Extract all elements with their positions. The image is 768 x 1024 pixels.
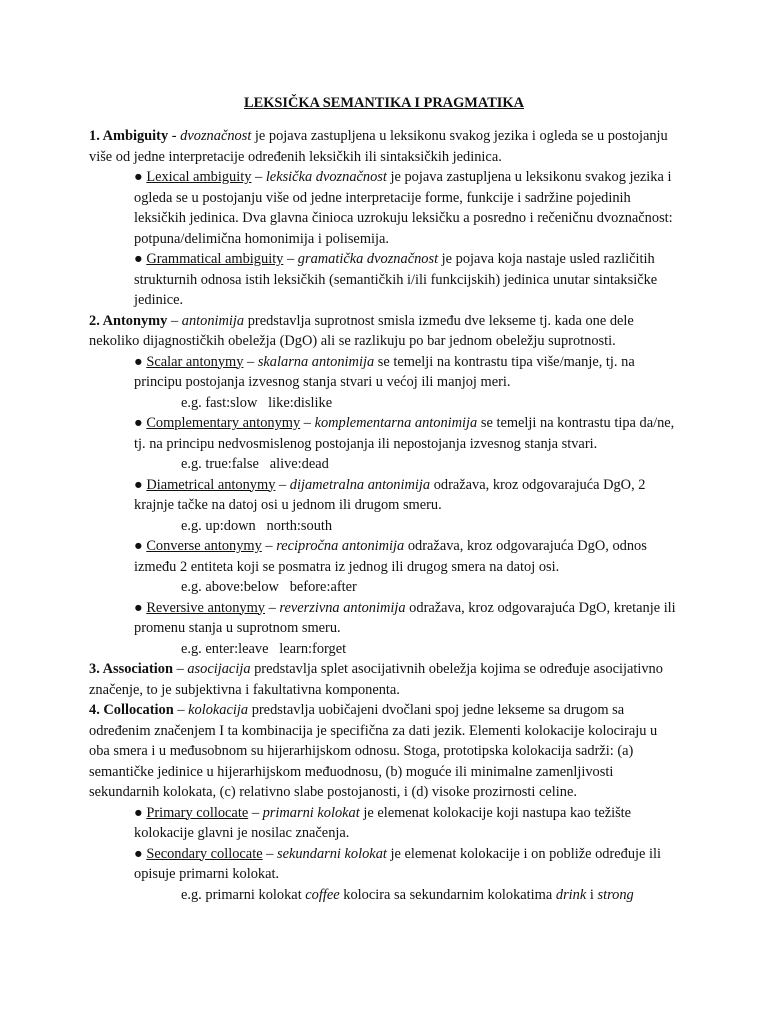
item-label: Complementary antonymy (146, 415, 301, 431)
section-association: 3. Association – asocijacija predstavlja splet asocijativnih obeležja kojima se određuje asocijativno značenje, to je subjektivna i fakultativna komponenta. (89, 661, 663, 698)
item-text: se temelji na kontrastu tipa više/manje, tj. na principu postojanja izvesnog stanja stvari u većoj ili manjoj meri. (134, 353, 635, 390)
section-heading: 3. Association (89, 661, 173, 677)
item-label: Converse antonymy (146, 538, 262, 554)
section-heading: 4. Collocation (89, 702, 174, 718)
section-term: antonimija (181, 312, 245, 329)
item-text: odražava, kroz odgovarajuća DgO, 2 krajnje tačke na datoj osi u jednom ili drugom smeru. (134, 476, 646, 513)
bullet-icon: ● (134, 845, 143, 862)
bullet-icon: ● (134, 169, 143, 185)
item-text: je elemenat kolokacije koji nastupa kao težište kolokacije glavni je nosilac značenja. (134, 804, 632, 841)
document-body (89, 126, 679, 905)
example-line: e.g. fast:slow like:dislike (181, 394, 333, 411)
item-complementary-antonymy: ● Complementary antonymy – komplementarna antonimija se temelji na kontrastu tipa da/ne, tj. na principu nedvosmislenog postojanja ili nepostojanja izvesnog stanja stvari. (134, 415, 675, 452)
item-text: je pojava zastupljena u leksikonu svakog jezika i ogleda se u postojanju više od jedne interpretacije forme, funkcije i sadržine pojedinih leksičkih jedinica. Dva glavna činioca uzrokuju leksičku a posredno i rečeničnu dvoznačnost: potpuna/delimična homonimija i polisemija. (134, 169, 673, 247)
example-line-collocation: e.g. primarni kolokat coffee kolocira sa sekundarnim kolokatima drink i strong (181, 886, 634, 903)
example-line: e.g. above:below before:after (181, 579, 357, 595)
example-line: e.g. enter:leave learn:forget (181, 640, 347, 657)
example-line: e.g. up:down north:south (181, 517, 333, 534)
section-term: asocijacija (187, 661, 251, 677)
item-term: sekundarni kolokat (276, 845, 387, 862)
section-heading: 1. Ambiguity (89, 128, 169, 144)
item-text: je elemenat kolokacije i on pobliže određuje ili opisuje primarni kolokat. (134, 845, 662, 882)
bullet-icon: ● (134, 538, 143, 554)
item-label: Lexical ambiguity (146, 169, 252, 185)
item-text: se temelji na kontrastu tipa da/ne, tj. na principu nedvosmislenog postojanja ili nepostojanja izvesnog stanja stvari. (134, 415, 675, 452)
item-label: Scalar antonymy (146, 353, 244, 370)
section-ambiguity: 1. Ambiguity - dvoznačnost je pojava zastupljena u leksikonu svakog jezika i ogleda se u postojanju više od jedne interpretacije određenih leksičkih ili sintaksičkih jedinica. (89, 128, 668, 165)
bullet-icon: ● (134, 476, 143, 493)
section-text: predstavlja uobičajeni dvočlani spoj jedne lekseme sa drugom sa određenim značenjem I ta kombinacija je specifična za dati jezik. Elementi kolokacije kolociraju u oba smera i u međusobnom su hijerarhijskom odnosu. Stoga, prototipska kolokacija sadrži: (a) semantičke jedinice u hijerarhijskom međuodnosu, (b) moguće ili minimalne zamenljivosti sekundarnih kolokata, (c) relativno slabe postojanosti, i (d) visoke prozirnosti celine. (89, 702, 658, 800)
bullet-icon: ● (134, 804, 143, 821)
item-secondary-collocate: ● Secondary collocate – sekundarni kolokat je elemenat kolokacije i on pobliže određuje ili opisuje primarni kolokat. (134, 845, 662, 882)
item-grammatical-ambiguity: ● Grammatical ambiguity – gramatička dvoznačnost je pojava koja nastaje usled različitih strukturnih odnosa istih leksičkih (semantičkih i/ili funkcijskih) jedinica unutar sintaksičke jedinice. (134, 251, 658, 308)
item-term: reverzivna antonimija (279, 599, 406, 616)
section-term: dvoznačnost (180, 128, 252, 144)
item-reversive-antonymy: ● Reversive antonymy – reverzivna antonimija odražava, kroz odgovarajuća DgO, kretanje ili promenu stanja u suprotnom smeru. (134, 599, 676, 636)
item-term: gramatička dvoznačnost (297, 251, 439, 267)
item-lexical-ambiguity: ● Lexical ambiguity – leksička dvoznačnost je pojava zastupljena u leksikonu svakog jezika i ogleda se u postojanju više od jedne interpretacije forme, funkcije i sadržine pojedinih leksičkih jedinica. Dva glavna činioca uzrokuju leksičku a posredno i rečeničnu dvoznačnost: potpuna/delimična homonimija i polisemija. (134, 169, 673, 247)
item-term: komplementarna antonimija (314, 415, 478, 431)
item-text: odražava, kroz odgovarajuća DgO, odnos između 2 entiteta koji se posmatra iz jednog ili drugog smera na datoj osi. (134, 538, 647, 575)
section-text: predstavlja splet asocijativnih obeležja kojima se određuje asocijativno značenje, to je subjektivna i fakultativna komponenta. (89, 661, 663, 698)
item-label: Reversive antonymy (146, 599, 266, 616)
item-label: Primary collocate (146, 804, 249, 821)
item-text: odražava, kroz odgovarajuća DgO, kretanje ili promenu stanja u suprotnom smeru. (134, 599, 676, 636)
item-label: Secondary collocate (146, 845, 263, 862)
item-primary-collocate: ● Primary collocate – primarni kolokat je elemenat kolokacije koji nastupa kao težište kolokacije glavni je nosilac značenja. (134, 804, 632, 841)
section-heading: 2. Antonymy (89, 312, 168, 329)
item-term: skalarna antonimija (257, 353, 375, 370)
section-collocation: 4. Collocation – kolokacija predstavlja uobičajeni dvočlani spoj jedne lekseme sa drugom sa određenim značenjem I ta kombinacija je specifična za dati jezik. Elementi kolokacije kolociraju u oba smera i u međusobnom su hijerarhijskom odnosu. Stoga, prototipska kolokacija sadrži: (a) semantičke jedinice u hijerarhijskom međuodnosu, (b) moguće ili minimalne zamenljivosti sekundarnih kolokata, (c) relativno slabe postojanosti, i (d) visoke prozirnosti celine. (89, 702, 658, 800)
item-term: leksička dvoznačnost (265, 169, 387, 185)
bullet-icon: ● (134, 599, 143, 616)
item-term: dijametralna antonimija (289, 476, 431, 493)
example-line: e.g. true:false alive:dead (181, 456, 329, 472)
bullet-icon: ● (134, 251, 143, 267)
item-scalar-antonymy: ● Scalar antonymy – skalarna antonimija se temelji na kontrastu tipa više/manje, tj. na principu postojanja izvesnog stanja stvari u većoj ili manjoj meri. (134, 353, 635, 390)
item-converse-antonymy: ● Converse antonymy – recipročna antonimija odražava, kroz odgovarajuća DgO, odnos između 2 entiteta koji se posmatra iz jednog ili drugog smera na datoj osi. (134, 538, 647, 575)
section-text: je pojava zastupljena u leksikonu svakog jezika i ogleda se u postojanju više od jedne interpretacije određenih leksičkih ili sintaksičkih jedinica. (89, 128, 668, 165)
item-term: primarni kolokat (262, 804, 360, 821)
item-term: recipročna antonimija (276, 538, 405, 554)
section-antonymy: 2. Antonymy – antonimija predstavlja suprotnost smisla između dve lekseme tj. kada one dele nekoliko dijagnostičkih obeležja (DgO) ali se razlikuju po bar jednom obeležju suprotnosti. (89, 312, 634, 349)
section-text: predstavlja suprotnost smisla između dve lekseme tj. kada one dele nekoliko dijagnostičkih obeležja (DgO) ali se razlikuju po bar jednom obeležju suprotnosti. (89, 312, 634, 349)
bullet-icon: ● (134, 353, 143, 370)
item-diametrical-antonymy: ● Diametrical antonymy – dijametralna antonimija odražava, kroz odgovarajuća DgO, 2 krajnje tačke na datoj osi u jednom ili drugom smeru. (134, 476, 646, 513)
section-term: kolokacija (188, 702, 249, 718)
item-label: Grammatical ambiguity (146, 251, 284, 267)
bullet-icon: ● (134, 415, 143, 431)
item-label: Diametrical antonymy (146, 476, 276, 493)
item-text: je pojava koja nastaje usled različitih strukturnih odnosa istih leksičkih (semantičkih i/ili funkcijskih) jedinica unutar sintaksičke jedinice. (134, 251, 658, 308)
page-title: LEKSIČKA SEMANTIKA I PRAGMATIKA (244, 95, 524, 111)
